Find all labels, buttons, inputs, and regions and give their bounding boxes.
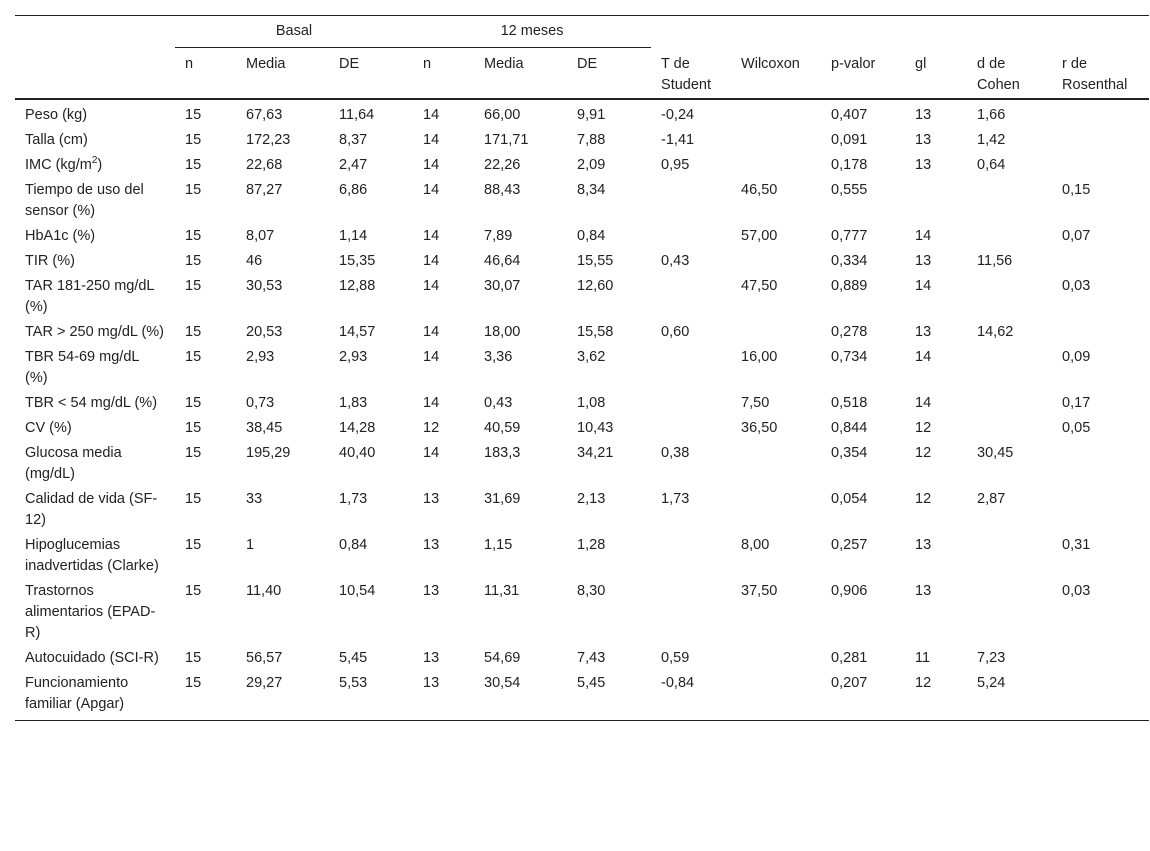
cell-r-rosenthal bbox=[1052, 441, 1149, 487]
cell-n-12m: 14 bbox=[423, 252, 440, 269]
header-group-basal: Basal bbox=[175, 16, 413, 48]
cell-t-student: 0,95 bbox=[661, 156, 690, 173]
cell-r-rosenthal bbox=[1052, 671, 1149, 721]
cell-de-basal: 11,64 bbox=[339, 106, 375, 123]
cell-gl: 14 bbox=[915, 277, 932, 294]
row-label-text: Glucosa media (mg/dL) bbox=[25, 444, 122, 482]
row-label-text: Trastornos alimentarios (EPAD-R) bbox=[25, 582, 156, 641]
row-label-text: CV (%) bbox=[25, 419, 72, 436]
row-label-suffix: ) bbox=[97, 156, 103, 173]
row-label-text: Hipoglucemias inadvertidas (Clarke) bbox=[25, 536, 159, 574]
cell-d-cohen: 1,42 bbox=[977, 131, 1006, 148]
table-body bbox=[15, 99, 1149, 721]
cell-r-rosenthal bbox=[1052, 320, 1149, 345]
cell-de-basal: 6,86 bbox=[339, 181, 368, 198]
table-row bbox=[15, 391, 1149, 416]
cell-p-valor: 0,734 bbox=[831, 348, 868, 365]
cell-de-basal: 8,37 bbox=[339, 131, 368, 148]
cell-de-12m: 3,62 bbox=[577, 348, 606, 365]
row-label-text: TIR (%) bbox=[25, 252, 75, 269]
cell-p-valor: 0,278 bbox=[831, 323, 868, 340]
cell-wilcoxon bbox=[731, 153, 821, 178]
header-r-rosenthal: r de Rosenthal bbox=[1062, 55, 1128, 93]
row-label-text: Peso (kg) bbox=[25, 106, 88, 123]
row-label-superscript: 2 bbox=[91, 154, 98, 166]
cell-media-12m: 30,07 bbox=[484, 277, 521, 294]
cell-media-basal: 67,63 bbox=[246, 106, 283, 123]
cell-n-basal: 15 bbox=[185, 536, 202, 553]
cell-p-valor: 0,281 bbox=[831, 649, 868, 666]
cell-media-12m: 7,89 bbox=[484, 227, 513, 244]
cell-media-basal: 46 bbox=[246, 252, 263, 269]
row-label bbox=[15, 441, 175, 487]
cell-t-student bbox=[651, 274, 731, 320]
cell-de-basal: 2,93 bbox=[339, 348, 368, 365]
cell-r-rosenthal bbox=[1052, 646, 1149, 671]
cell-media-basal: 20,53 bbox=[246, 323, 283, 340]
cell-n-basal: 15 bbox=[185, 649, 202, 666]
cell-r-rosenthal: 0,31 bbox=[1062, 536, 1091, 553]
row-label bbox=[15, 345, 175, 391]
table-row bbox=[15, 646, 1149, 671]
cell-t-student: 0,60 bbox=[661, 323, 690, 340]
cell-wilcoxon: 37,50 bbox=[741, 582, 778, 599]
cell-d-cohen: 7,23 bbox=[977, 649, 1006, 666]
cell-media-12m: 66,00 bbox=[484, 106, 521, 123]
cell-media-12m: 183,3 bbox=[484, 444, 521, 461]
cell-n-12m: 14 bbox=[423, 348, 440, 365]
cell-media-basal: 29,27 bbox=[236, 671, 329, 721]
table-row bbox=[15, 249, 1149, 274]
cell-de-basal: 2,47 bbox=[339, 156, 368, 173]
cell-t-student: -0,84 bbox=[651, 671, 731, 721]
cell-media-12m: 11,31 bbox=[484, 582, 520, 599]
row-label bbox=[15, 487, 175, 533]
cell-d-cohen: 5,24 bbox=[967, 671, 1052, 721]
cell-de-basal: 15,35 bbox=[339, 252, 376, 269]
cell-n-12m: 14 bbox=[423, 181, 440, 198]
header-group-blank bbox=[651, 16, 1149, 48]
table-row bbox=[15, 671, 1149, 721]
cell-wilcoxon bbox=[731, 646, 821, 671]
cell-wilcoxon: 7,50 bbox=[741, 394, 770, 411]
cell-p-valor: 0,777 bbox=[831, 227, 868, 244]
cell-de-basal: 12,88 bbox=[339, 277, 376, 294]
cell-de-basal: 5,53 bbox=[329, 671, 413, 721]
cell-de-12m: 1,08 bbox=[577, 394, 606, 411]
header-n-12m: n bbox=[423, 56, 432, 72]
cell-gl: 13 bbox=[915, 156, 932, 173]
cell-r-rosenthal: 0,09 bbox=[1062, 348, 1091, 365]
cell-n-12m: 13 bbox=[423, 582, 440, 599]
row-label bbox=[15, 391, 175, 416]
cell-n-basal: 15 bbox=[185, 394, 202, 411]
cell-de-12m: 5,45 bbox=[567, 671, 651, 721]
cell-n-12m: 14 bbox=[423, 277, 440, 294]
cell-de-basal: 14,28 bbox=[339, 419, 376, 436]
table-row bbox=[15, 345, 1149, 391]
table-row bbox=[15, 178, 1149, 224]
header-t-student: T de Student bbox=[661, 55, 712, 93]
cell-wilcoxon bbox=[731, 671, 821, 721]
cell-d-cohen bbox=[967, 579, 1052, 646]
cell-gl: 13 bbox=[915, 536, 932, 553]
cell-r-rosenthal: 0,03 bbox=[1062, 277, 1091, 294]
cell-p-valor: 0,091 bbox=[831, 131, 868, 148]
cell-r-rosenthal: 0,15 bbox=[1062, 181, 1091, 198]
cell-n-basal: 15 bbox=[185, 277, 202, 294]
cell-media-basal: 87,27 bbox=[246, 181, 283, 198]
cell-n-basal: 15 bbox=[185, 156, 202, 173]
cell-p-valor: 0,844 bbox=[831, 419, 868, 436]
cell-d-cohen: 2,87 bbox=[977, 490, 1006, 507]
cell-de-12m: 8,30 bbox=[577, 582, 606, 599]
cell-de-basal: 1,73 bbox=[339, 490, 368, 507]
cell-wilcoxon bbox=[731, 99, 821, 128]
cell-media-basal: 56,57 bbox=[246, 649, 283, 666]
cell-media-12m: 46,64 bbox=[484, 252, 521, 269]
cell-t-student: 0,38 bbox=[661, 444, 690, 461]
header-variable bbox=[15, 48, 175, 99]
cell-wilcoxon bbox=[731, 320, 821, 345]
cell-d-cohen bbox=[967, 533, 1052, 579]
cell-media-basal: 195,29 bbox=[246, 444, 291, 461]
row-label-text: Funcionamiento familiar (Apgar) bbox=[25, 674, 129, 712]
row-label-text: Autocuidado (SCI-R) bbox=[25, 649, 159, 666]
cell-gl: 12 bbox=[915, 490, 932, 507]
header-de-basal: DE bbox=[339, 56, 360, 72]
cell-t-student: 0,43 bbox=[661, 252, 690, 269]
cell-n-basal: 15 bbox=[185, 582, 202, 599]
table-row bbox=[15, 416, 1149, 441]
cell-de-12m: 0,84 bbox=[577, 227, 606, 244]
cell-de-12m: 9,91 bbox=[577, 106, 606, 123]
row-label bbox=[15, 533, 175, 579]
cell-media-12m: 22,26 bbox=[484, 156, 521, 173]
cell-r-rosenthal bbox=[1052, 153, 1149, 178]
row-label-text: TAR 181-250 mg/dL (%) bbox=[25, 277, 154, 315]
cell-t-student: -1,41 bbox=[661, 131, 695, 148]
table-row bbox=[15, 153, 1149, 178]
cell-de-12m: 34,21 bbox=[577, 444, 614, 461]
header-blank bbox=[15, 16, 175, 48]
cell-r-rosenthal: 0,05 bbox=[1062, 419, 1091, 436]
cell-wilcoxon bbox=[731, 249, 821, 274]
cell-p-valor: 0,334 bbox=[831, 252, 868, 269]
table-row bbox=[15, 128, 1149, 153]
cell-wilcoxon bbox=[731, 128, 821, 153]
header-n-basal: n bbox=[185, 56, 194, 72]
row-label-text: TBR 54-69 mg/dL (%) bbox=[25, 348, 139, 386]
cell-n-12m: 14 bbox=[423, 156, 440, 173]
cell-gl: 12 bbox=[905, 671, 967, 721]
cell-de-12m: 15,55 bbox=[577, 252, 614, 269]
cell-de-12m: 2,09 bbox=[577, 156, 606, 173]
cell-n-12m: 13 bbox=[413, 671, 474, 721]
cell-gl: 13 bbox=[915, 323, 932, 340]
cell-n-basal: 15 bbox=[175, 671, 236, 721]
cell-de-12m: 8,34 bbox=[577, 181, 606, 198]
cell-t-student bbox=[651, 391, 731, 416]
cell-de-12m: 2,13 bbox=[577, 490, 606, 507]
cell-n-12m: 13 bbox=[423, 536, 440, 553]
cell-d-cohen: 30,45 bbox=[977, 444, 1014, 461]
cell-t-student bbox=[651, 416, 731, 441]
cell-media-basal: 8,07 bbox=[246, 227, 275, 244]
cell-media-basal: 22,68 bbox=[246, 156, 283, 173]
cell-n-basal: 15 bbox=[185, 419, 202, 436]
cell-wilcoxon: 47,50 bbox=[741, 277, 778, 294]
cell-p-valor: 0,178 bbox=[831, 156, 868, 173]
cell-gl: 14 bbox=[915, 394, 932, 411]
cell-n-basal: 15 bbox=[185, 252, 202, 269]
row-label bbox=[15, 224, 175, 249]
cell-r-rosenthal: 0,07 bbox=[1062, 227, 1091, 244]
cell-wilcoxon: 57,00 bbox=[741, 227, 778, 244]
cell-t-student: 0,59 bbox=[661, 649, 690, 666]
cell-r-rosenthal: 0,17 bbox=[1062, 394, 1091, 411]
cell-media-basal: 2,93 bbox=[246, 348, 275, 365]
cell-t-student bbox=[651, 345, 731, 391]
cell-d-cohen bbox=[967, 416, 1052, 441]
row-label bbox=[15, 579, 175, 646]
header-group-12-meses: 12 meses bbox=[413, 16, 651, 48]
cell-de-basal: 1,83 bbox=[339, 394, 368, 411]
row-label bbox=[15, 99, 175, 128]
cell-media-12m: 31,69 bbox=[484, 490, 521, 507]
cell-d-cohen bbox=[967, 178, 1052, 224]
cell-gl: 12 bbox=[915, 444, 932, 461]
cell-media-12m: 18,00 bbox=[484, 323, 521, 340]
cell-gl: 13 bbox=[915, 582, 932, 599]
cell-n-basal: 15 bbox=[185, 348, 202, 365]
header-p-valor: p-valor bbox=[831, 55, 876, 72]
row-label bbox=[15, 416, 175, 441]
cell-wilcoxon: 46,50 bbox=[741, 181, 778, 198]
row-label-text: Calidad de vida (SF-12) bbox=[25, 490, 158, 528]
header-column-row bbox=[15, 48, 1149, 99]
results-table bbox=[15, 15, 1149, 721]
cell-n-12m: 12 bbox=[423, 419, 440, 436]
cell-p-valor: 0,257 bbox=[831, 536, 868, 553]
cell-n-basal: 15 bbox=[185, 181, 202, 198]
row-label-text: Talla (cm) bbox=[25, 131, 88, 148]
cell-media-basal: 172,23 bbox=[246, 131, 291, 148]
cell-de-basal: 1,14 bbox=[339, 227, 368, 244]
cell-gl: 14 bbox=[915, 227, 932, 244]
cell-gl bbox=[905, 178, 967, 224]
header-wilcoxon: Wilcoxon bbox=[741, 55, 800, 72]
table-row bbox=[15, 533, 1149, 579]
cell-n-12m: 13 bbox=[423, 490, 440, 507]
cell-r-rosenthal bbox=[1052, 99, 1149, 128]
row-label-text: TBR < 54 mg/dL (%) bbox=[25, 394, 158, 411]
cell-d-cohen bbox=[967, 274, 1052, 320]
cell-gl: 12 bbox=[915, 419, 932, 436]
header-media-basal: Media bbox=[246, 56, 286, 72]
cell-p-valor: 0,518 bbox=[831, 394, 868, 411]
cell-n-12m: 14 bbox=[423, 444, 440, 461]
table-row bbox=[15, 274, 1149, 320]
cell-r-rosenthal bbox=[1052, 487, 1149, 533]
row-label bbox=[15, 153, 175, 178]
table-row bbox=[15, 579, 1149, 646]
row-label bbox=[15, 274, 175, 320]
cell-de-12m: 1,28 bbox=[577, 536, 606, 553]
row-label-text: HbA1c (%) bbox=[25, 227, 96, 244]
cell-r-rosenthal: 0,03 bbox=[1062, 582, 1091, 599]
row-label bbox=[15, 128, 175, 153]
cell-de-12m: 7,88 bbox=[577, 131, 606, 148]
cell-gl: 11 bbox=[915, 649, 931, 666]
header-de-12m: DE bbox=[577, 56, 598, 72]
cell-gl: 13 bbox=[915, 106, 932, 123]
row-label bbox=[15, 671, 175, 721]
cell-p-valor: 0,906 bbox=[831, 582, 868, 599]
cell-n-basal: 15 bbox=[185, 131, 202, 148]
header-group-row bbox=[15, 16, 1149, 48]
cell-media-basal: 38,45 bbox=[246, 419, 283, 436]
cell-media-12m: 3,36 bbox=[484, 348, 513, 365]
cell-t-student bbox=[651, 579, 731, 646]
cell-wilcoxon bbox=[731, 487, 821, 533]
header-gl: gl bbox=[915, 55, 927, 72]
cell-t-student bbox=[651, 224, 731, 249]
cell-p-valor: 0,407 bbox=[831, 106, 868, 123]
cell-n-12m: 14 bbox=[423, 131, 440, 148]
cell-p-valor: 0,054 bbox=[831, 490, 868, 507]
cell-n-basal: 15 bbox=[185, 323, 202, 340]
cell-t-student bbox=[651, 533, 731, 579]
cell-n-12m: 14 bbox=[423, 227, 440, 244]
cell-d-cohen bbox=[967, 345, 1052, 391]
cell-de-basal: 10,54 bbox=[339, 582, 376, 599]
cell-d-cohen bbox=[967, 391, 1052, 416]
cell-r-rosenthal bbox=[1052, 249, 1149, 274]
cell-media-basal: 11,40 bbox=[246, 582, 282, 599]
cell-p-valor: 0,354 bbox=[831, 444, 868, 461]
cell-media-12m: 40,59 bbox=[484, 419, 521, 436]
cell-n-basal: 15 bbox=[185, 444, 202, 461]
header-media-12m: Media bbox=[484, 56, 524, 72]
cell-media-12m: 88,43 bbox=[484, 181, 521, 198]
row-label bbox=[15, 646, 175, 671]
cell-media-basal: 0,73 bbox=[246, 394, 275, 411]
cell-d-cohen: 14,62 bbox=[977, 323, 1014, 340]
header-d-cohen: d de Cohen bbox=[977, 55, 1020, 93]
cell-de-12m: 7,43 bbox=[577, 649, 606, 666]
cell-media-12m: 1,15 bbox=[484, 536, 513, 553]
cell-p-valor: 0,555 bbox=[831, 181, 868, 198]
cell-media-basal: 33 bbox=[246, 490, 263, 507]
cell-d-cohen: 1,66 bbox=[977, 106, 1006, 123]
row-label bbox=[15, 178, 175, 224]
table-row bbox=[15, 320, 1149, 345]
cell-de-12m: 12,60 bbox=[577, 277, 614, 294]
table-row bbox=[15, 487, 1149, 533]
cell-n-12m: 13 bbox=[423, 649, 440, 666]
cell-gl: 13 bbox=[915, 131, 932, 148]
cell-t-student bbox=[651, 178, 731, 224]
cell-d-cohen: 11,56 bbox=[977, 252, 1013, 269]
cell-n-12m: 14 bbox=[423, 394, 440, 411]
cell-d-cohen bbox=[967, 224, 1052, 249]
cell-de-basal: 14,57 bbox=[339, 323, 376, 340]
cell-de-12m: 15,58 bbox=[577, 323, 614, 340]
cell-t-student: -0,24 bbox=[661, 106, 695, 123]
cell-de-12m: 10,43 bbox=[577, 419, 614, 436]
cell-gl: 14 bbox=[915, 348, 932, 365]
cell-media-12m: 0,43 bbox=[484, 394, 513, 411]
row-label-text: IMC (kg/m bbox=[25, 156, 92, 173]
cell-media-12m: 54,69 bbox=[484, 649, 521, 666]
cell-p-valor: 0,207 bbox=[821, 671, 905, 721]
row-label-text: Tiempo de uso del sensor (%) bbox=[25, 181, 144, 219]
row-label bbox=[15, 249, 175, 274]
cell-wilcoxon bbox=[731, 441, 821, 487]
cell-de-basal: 40,40 bbox=[339, 444, 376, 461]
table-row bbox=[15, 99, 1149, 128]
row-label-text: TAR > 250 mg/dL (%) bbox=[25, 323, 165, 340]
cell-media-basal: 1 bbox=[246, 536, 255, 553]
cell-media-12m: 171,71 bbox=[484, 131, 529, 148]
cell-de-basal: 5,45 bbox=[339, 649, 368, 666]
table-row bbox=[15, 441, 1149, 487]
cell-n-basal: 15 bbox=[185, 227, 202, 244]
cell-p-valor: 0,889 bbox=[831, 277, 868, 294]
cell-wilcoxon: 8,00 bbox=[741, 536, 770, 553]
cell-n-basal: 15 bbox=[185, 490, 202, 507]
cell-t-student: 1,73 bbox=[661, 490, 690, 507]
cell-media-12m: 30,54 bbox=[474, 671, 567, 721]
row-label bbox=[15, 320, 175, 345]
cell-wilcoxon: 16,00 bbox=[741, 348, 778, 365]
cell-r-rosenthal bbox=[1052, 128, 1149, 153]
cell-n-basal: 15 bbox=[185, 106, 202, 123]
cell-media-basal: 30,53 bbox=[246, 277, 283, 294]
cell-gl: 13 bbox=[915, 252, 932, 269]
cell-de-basal: 0,84 bbox=[339, 536, 368, 553]
cell-d-cohen: 0,64 bbox=[977, 156, 1006, 173]
cell-n-12m: 14 bbox=[423, 323, 440, 340]
cell-n-12m: 14 bbox=[423, 106, 440, 123]
table-row bbox=[15, 224, 1149, 249]
cell-wilcoxon: 36,50 bbox=[741, 419, 778, 436]
results-table-container bbox=[15, 15, 1149, 721]
